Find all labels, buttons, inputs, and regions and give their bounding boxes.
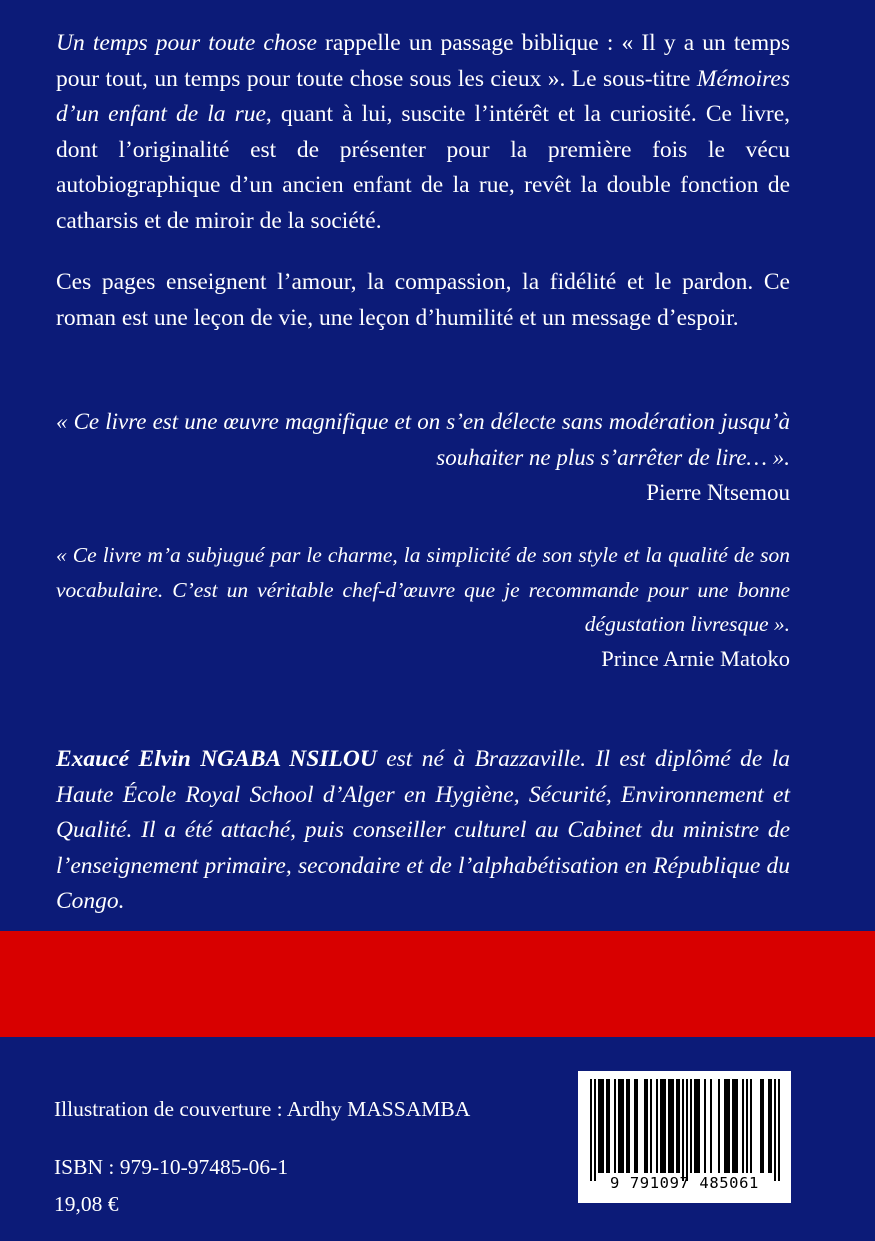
barcode-bar bbox=[602, 1079, 604, 1173]
review-quote-1-text: « Ce livre est une œuvre magnifique et on s’en délecte sans modération jusqu’à souhaiter ne plus s’arrêter de lire… ». bbox=[56, 409, 790, 470]
barcode-bar bbox=[718, 1079, 720, 1173]
synopsis-paragraph-1 bbox=[56, 26, 790, 239]
barcode-bar bbox=[774, 1079, 776, 1181]
barcode-bar bbox=[678, 1079, 680, 1173]
barcode-bar bbox=[760, 1079, 762, 1173]
barcode-bar bbox=[594, 1079, 596, 1181]
red-band bbox=[0, 931, 875, 1037]
barcode-bar bbox=[636, 1079, 638, 1173]
review-quote-1-author: Pierre Ntsemou bbox=[646, 480, 790, 505]
book-subtitle: Mémoires d’un enfant de la rue bbox=[56, 65, 790, 127]
barcode-bar bbox=[618, 1079, 620, 1173]
review-quote-1 bbox=[56, 404, 790, 511]
barcode-bar bbox=[634, 1079, 636, 1173]
barcode-bar bbox=[620, 1079, 622, 1173]
barcode-bar bbox=[778, 1079, 780, 1181]
barcode-bar bbox=[644, 1079, 646, 1173]
barcode-bar bbox=[750, 1079, 752, 1173]
barcode bbox=[578, 1071, 791, 1203]
barcode-bar bbox=[598, 1079, 600, 1173]
barcode-bar bbox=[662, 1079, 664, 1173]
barcode-bar bbox=[660, 1079, 662, 1173]
review-quote-2 bbox=[56, 538, 790, 676]
barcode-bar bbox=[590, 1079, 592, 1181]
barcode-bar bbox=[614, 1079, 616, 1173]
synopsis-text-a: rappelle un passage biblique : « Il y a un temps pour tout, un temps pour toute chose sous les cieux ». Le sous-titre bbox=[56, 30, 791, 92]
illustration-credit: Illustration de couverture : Ardhy MASSAMBA bbox=[54, 1097, 471, 1121]
barcode-bar bbox=[606, 1079, 608, 1173]
barcode-bar bbox=[672, 1079, 674, 1173]
author-bio-text: est né à Brazzaville. Il est diplômé de la Haute École Royal School d’Alger en Hygiène, Sécurité, Environnement et Qualité. Il a été attaché, puis conseiller culturel au Cabinet du ministre de l’enseignement primaire, secondaire et de l’alphabétisation en République du Congo. bbox=[56, 746, 790, 914]
book-title: Un temps pour toute chose bbox=[56, 30, 317, 56]
barcode-bar bbox=[608, 1079, 610, 1173]
isbn: ISBN : 979-10-97485-06-1 bbox=[54, 1155, 289, 1179]
barcode-bar bbox=[726, 1079, 728, 1173]
author-name: Exaucé Elvin NGABA NSILOU bbox=[56, 746, 377, 772]
synopsis-text-b: , quant à lui, suscite l’intérêt et la curiosité. Ce livre, dont l’originalité est de présenter pour la première fois le vécu autobiographique d’un ancien enfant de la rue, revêt la double fonction de catharsis et de miroir de la société. bbox=[56, 101, 790, 234]
synopsis bbox=[56, 26, 790, 336]
barcode-bar bbox=[762, 1079, 764, 1173]
review-quote-2-author: Prince Arnie Matoko bbox=[601, 645, 790, 671]
barcode-bar bbox=[676, 1079, 678, 1173]
barcode-bar bbox=[704, 1079, 706, 1173]
author-bio bbox=[56, 742, 790, 920]
barcode-bar bbox=[626, 1079, 628, 1173]
barcode-bar bbox=[656, 1079, 658, 1173]
barcode-bar bbox=[698, 1079, 700, 1173]
review-quote-2-text: « Ce livre m’a subjugué par le charme, la simplicité de son style et la qualité de son vocabulaire. C’est un véritable chef-d’œuvre que je recommande pour une bonne dégustation livresque ». bbox=[56, 543, 790, 636]
barcode-bar bbox=[696, 1079, 698, 1173]
barcode-bar bbox=[736, 1079, 738, 1173]
barcode-bar bbox=[690, 1079, 692, 1173]
barcode-bar bbox=[670, 1079, 672, 1173]
barcode-bar bbox=[646, 1079, 648, 1173]
barcode-bar bbox=[742, 1079, 744, 1173]
synopsis-paragraph-2: Ces pages enseignent l’amour, la compassion, la fidélité et le pardon. Ce roman est une leçon de vie, une leçon d’humilité et un message d’espoir. bbox=[56, 269, 790, 331]
barcode-bar bbox=[710, 1079, 712, 1173]
barcode-bar bbox=[686, 1079, 688, 1181]
barcode-bar bbox=[770, 1079, 772, 1173]
barcode-bar bbox=[600, 1079, 602, 1173]
barcode-bar bbox=[694, 1079, 696, 1173]
barcode-bar bbox=[728, 1079, 730, 1173]
barcode-bar bbox=[622, 1079, 624, 1173]
barcode-bar bbox=[668, 1079, 670, 1173]
barcode-bar bbox=[734, 1079, 736, 1173]
barcode-bar bbox=[650, 1079, 652, 1173]
barcode-bar bbox=[682, 1079, 684, 1181]
barcode-bar bbox=[664, 1079, 666, 1173]
barcode-bar bbox=[628, 1079, 630, 1173]
barcode-bar bbox=[724, 1079, 726, 1173]
barcode-digits: 9 791097 485061 bbox=[610, 1174, 759, 1192]
price: 19,08 € bbox=[54, 1192, 119, 1216]
barcode-bar bbox=[746, 1079, 748, 1173]
barcode-bar bbox=[768, 1079, 770, 1173]
barcode-bar bbox=[732, 1079, 734, 1173]
